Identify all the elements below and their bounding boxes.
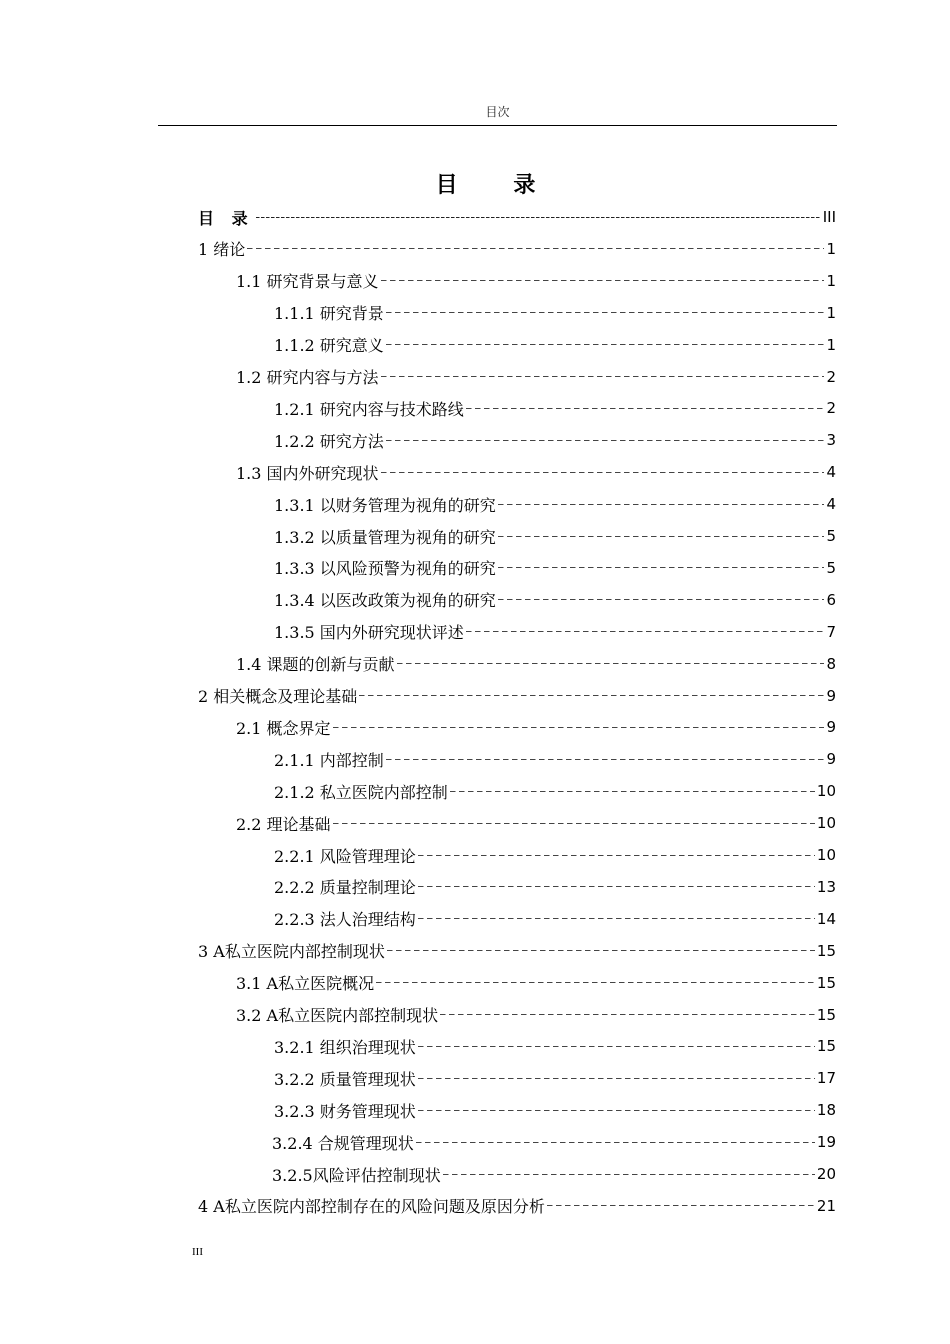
toc-entry[interactable] — [274, 618, 836, 646]
toc-entry-title: 1 绪论 — [198, 240, 246, 260]
toc-entry[interactable] — [236, 650, 836, 678]
toc-entry[interactable] — [236, 809, 836, 837]
toc-entry-title: 1.3.1 以财务管理为视角的研究 — [274, 495, 496, 515]
toc-entry[interactable] — [274, 394, 836, 422]
toc-entry-page: 2 — [826, 367, 836, 386]
toc-leader-dashes — [333, 727, 825, 728]
toc-entry-title: 1.1 研究背景与意义 — [236, 272, 379, 292]
toc-entry-page: 6 — [826, 590, 836, 609]
toc-leader-dashes — [416, 1142, 815, 1143]
toc-entry-page: 2 — [826, 399, 836, 418]
toc-entry[interactable] — [236, 363, 836, 391]
toc-entry[interactable] — [274, 841, 836, 869]
toc-entry[interactable] — [274, 745, 836, 773]
toc-entry-page: 20 — [816, 1165, 836, 1183]
toc-leader-dashes — [498, 599, 825, 600]
toc-entry[interactable] — [274, 586, 836, 614]
toc-entry-page: 1 — [826, 335, 836, 354]
toc-leader-dashes — [418, 886, 815, 887]
toc-leader-dashes — [381, 472, 825, 473]
toc-entry[interactable] — [274, 905, 836, 933]
toc-leader-dashes — [418, 1110, 815, 1111]
toc-entry-page: 14 — [816, 909, 836, 928]
toc-entry[interactable] — [274, 1064, 836, 1092]
toc-leader-dashes — [418, 855, 815, 856]
toc-entry[interactable] — [198, 1192, 836, 1220]
toc-leader-dashes — [381, 376, 825, 377]
toc-entry-title: 1.3.4 以医改政策为视角的研究 — [274, 591, 496, 611]
toc-entry-title: 3 A私立医院内部控制现状 — [198, 942, 385, 962]
toc-entry-title: 1.2.1 研究内容与技术路线 — [274, 399, 464, 419]
toc-entry[interactable] — [236, 267, 836, 295]
toc-entry-title: 3.2.1 组织治理现状 — [274, 1037, 416, 1057]
toc-entry-title: 1.3.2 以质量管理为视角的研究 — [274, 527, 496, 547]
toc-entry-page: 15 — [816, 941, 836, 960]
toc-entry-title: 3.2.3 财务管理现状 — [274, 1101, 416, 1121]
toc-entry[interactable] — [272, 1160, 836, 1188]
toc-leader-dashes — [397, 663, 825, 664]
toc-leader-dashes — [466, 408, 825, 409]
toc-leader-dashes — [376, 982, 815, 983]
toc-leader-dashes — [333, 823, 815, 824]
toc-leader-dashes — [387, 950, 815, 951]
toc-entry-title: 目 录 — [198, 208, 254, 228]
toc-entry[interactable] — [274, 522, 836, 550]
toc-leader-dashes — [386, 759, 825, 760]
toc-entry[interactable] — [236, 969, 836, 997]
toc-entry-title: 3.2.5风险评估控制现状 — [272, 1165, 441, 1185]
toc-leader-dashes — [498, 536, 825, 537]
running-header-text: 目次 — [485, 105, 510, 119]
toc-entry[interactable] — [274, 299, 836, 327]
toc-entry[interactable] — [236, 1001, 836, 1029]
page-title: 目 录 — [435, 173, 560, 198]
toc-entry[interactable] — [198, 235, 836, 263]
toc-entry-title: 2.1.1 内部控制 — [274, 750, 384, 770]
toc-entry-title: 3.2.4 合规管理现状 — [272, 1133, 414, 1153]
toc-entry-page: 9 — [826, 686, 836, 705]
toc-entry[interactable] — [274, 777, 836, 805]
toc-leader-dashes — [386, 440, 825, 441]
toc-entry-page: 3 — [826, 431, 836, 450]
toc-entry-title: 2.1 概念界定 — [236, 718, 331, 738]
toc-entry-page: 15 — [816, 1005, 836, 1024]
toc-entry-title: 2.2.1 风险管理理论 — [274, 846, 416, 866]
toc-leader-dashes — [256, 217, 821, 218]
toc-entry-page: 5 — [826, 527, 836, 545]
toc-entry-title: 3.2.2 质量管理现状 — [274, 1069, 416, 1089]
toc-entry-page: 1 — [826, 271, 836, 290]
toc-leader-dashes — [450, 791, 815, 792]
toc-entry[interactable] — [198, 682, 836, 710]
toc-leader-dashes — [498, 567, 825, 568]
toc-entry-title: 3.2 A私立医院内部控制现状 — [236, 1006, 439, 1025]
toc-leader-dashes — [443, 1174, 815, 1175]
toc-entry-title: 1.4 课题的创新与贡献 — [236, 655, 395, 675]
toc-entry-page: III — [822, 208, 836, 226]
toc-leader-dashes — [386, 312, 825, 313]
toc-entry-title: 1.3.3 以风险预警为视角的研究 — [274, 559, 496, 579]
toc-entry-title: 2.2.2 质量控制理论 — [274, 878, 416, 898]
toc-entry-title: 4 A私立医院内部控制存在的风险问题及原因分析 — [198, 1197, 545, 1217]
toc-entry-page: 5 — [826, 558, 836, 577]
toc-entry-page: 7 — [826, 622, 836, 641]
toc-entry-title: 2 相关概念及理论基础 — [198, 687, 358, 706]
toc-entry[interactable] — [274, 1032, 836, 1060]
toc-leader-dashes — [547, 1205, 815, 1206]
toc-entry-title: 1.2.2 研究方法 — [274, 431, 384, 451]
toc-entry-page: 8 — [826, 654, 836, 673]
toc-entry-page: 1 — [826, 239, 836, 258]
toc-leader-dashes — [381, 280, 825, 281]
toc-entry[interactable] — [272, 1128, 836, 1156]
toc-entry-title: 1.1.2 研究意义 — [274, 336, 384, 356]
toc-entry-title: 1.3.5 国内外研究现状评述 — [274, 623, 464, 643]
toc-entry-title: 1.3 国内外研究现状 — [236, 463, 379, 483]
toc-entry[interactable] — [274, 331, 836, 359]
toc-leader-dashes — [498, 504, 825, 505]
toc-entry-page: 4 — [826, 495, 836, 514]
toc-entry-title: 1.1.1 研究背景 — [274, 304, 384, 324]
toc-entry-page: 17 — [816, 1069, 836, 1088]
toc-leader-dashes — [418, 1078, 815, 1079]
toc-leader-dashes — [359, 695, 824, 696]
toc-leader-dashes — [418, 918, 815, 919]
toc-entry-page: 13 — [816, 877, 836, 896]
toc-entry-page: 10 — [816, 846, 836, 864]
toc-entry[interactable] — [236, 713, 836, 741]
toc-entry-title: 2.2 理论基础 — [236, 814, 331, 834]
toc-leader-dashes — [386, 344, 825, 345]
toc-entry-page: 19 — [816, 1133, 836, 1152]
toc-entry[interactable] — [274, 554, 836, 582]
toc-leader-dashes — [247, 248, 824, 249]
toc-entry[interactable] — [274, 1096, 836, 1124]
toc-leader-dashes — [418, 1046, 815, 1047]
toc-entry-page: 10 — [816, 782, 836, 801]
toc-entry-title: 3.1 A私立医院概况 — [236, 974, 375, 994]
toc-entry-page: 21 — [816, 1196, 836, 1215]
page-number: III — [192, 1246, 203, 1258]
toc-entry-title: 1.2 研究内容与方法 — [236, 368, 379, 387]
toc-entry[interactable] — [274, 426, 836, 454]
toc-entry[interactable] — [274, 873, 836, 901]
toc-entry-page: 10 — [816, 814, 836, 833]
toc-entry[interactable] — [198, 203, 836, 231]
toc-entry-page: 9 — [826, 750, 836, 769]
toc-entry-page: 18 — [816, 1101, 836, 1120]
toc-entry[interactable] — [198, 937, 836, 965]
toc-entry-page: 4 — [826, 463, 836, 482]
toc-entry-title: 2.1.2 私立医院内部控制 — [274, 782, 448, 802]
toc-entry-page: 1 — [826, 303, 836, 322]
toc-entry-page: 15 — [816, 973, 836, 992]
toc-entry[interactable] — [274, 490, 836, 518]
toc-entry-page: 15 — [816, 1037, 836, 1056]
toc-entry-page: 9 — [826, 718, 836, 737]
toc-leader-dashes — [440, 1014, 815, 1015]
toc-entry-title: 2.2.3 法人治理结构 — [274, 910, 416, 930]
toc-leader-dashes — [466, 631, 825, 632]
toc-entry[interactable] — [236, 458, 836, 486]
